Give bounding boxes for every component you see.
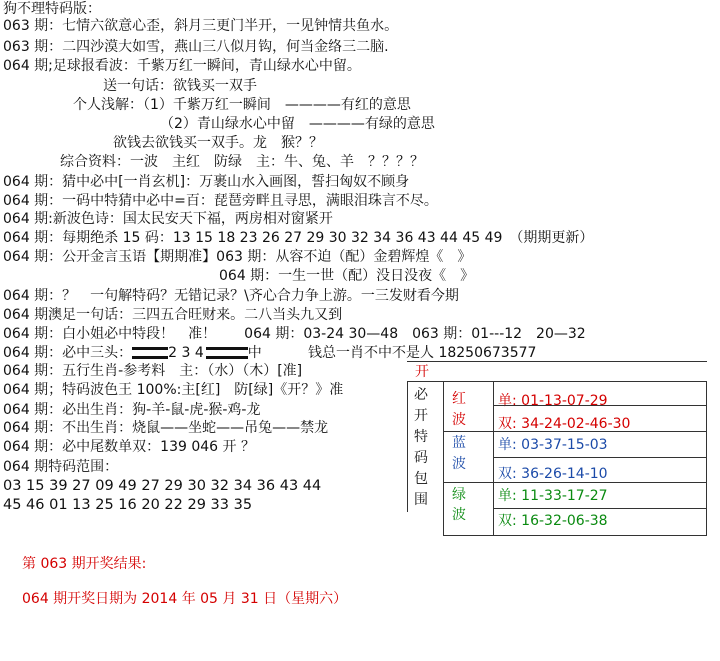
page-header: 狗不理特码版： [3, 1, 101, 17]
red-single-row [498, 392, 608, 410]
three-head-line [3, 344, 262, 362]
text-line: 064 期：猜中必中[一肖玄机]：万裹山水入画图，誓扫匈奴不顾身 [3, 174, 410, 190]
label-char: 红 [452, 391, 466, 407]
three-head-values: 2 3 4 [168, 345, 204, 361]
table-side-label [413, 385, 429, 511]
table-column-divider [443, 381, 444, 512]
text-line: 064 期;足球报看波：千紫万红一瞬间，青山绿水心中留。 [3, 58, 361, 74]
label-char: 波 [452, 507, 466, 523]
bar-glyph-right [206, 347, 248, 359]
table-bottom-border [443, 535, 707, 536]
range-row: 03 15 39 27 09 49 27 29 30 32 34 36 43 44 [3, 478, 322, 494]
table-right-border [706, 381, 707, 512]
table-open-label: 开 [415, 364, 429, 380]
label-char: 围 [414, 492, 428, 508]
blue-wave-label [451, 433, 467, 475]
double-values: 34-24-02-46-30 [521, 416, 631, 432]
text-line: 064 期：必出生肖：狗-羊-鼠-虎-猴-鸡-龙 [3, 402, 261, 418]
bar-glyph-left [132, 347, 168, 359]
table-column-divider [493, 512, 494, 536]
green-double-row [498, 512, 608, 530]
label-char: 蓝 [452, 435, 466, 451]
table-row-divider [493, 508, 707, 509]
text-line: 064 期：五行生肖-参考料 主：（水）（木）[准] [3, 363, 303, 379]
table-top-border [407, 361, 707, 362]
green-wave-label [451, 485, 467, 525]
double-values: 16-32-06-38 [521, 513, 608, 529]
poem-line: 送一句话：欲钱买一双手 [103, 78, 257, 94]
draw-result-title: 第 063 期开奖结果: [22, 556, 147, 572]
table-row-divider [443, 431, 707, 432]
single-label: 单: [498, 437, 517, 453]
text-line: 064 期：？ 一句解特码？无错记录？\齐心合力争上游。一三发财看今期 [3, 288, 459, 304]
text-line: 064 期：一生一世（配）没日没夜《 》 [219, 268, 475, 284]
double-values: 36-26-14-10 [521, 466, 608, 482]
label-char: 码 [414, 450, 428, 466]
single-values: 01-13-07-29 [521, 393, 608, 409]
label-char: 特 [414, 429, 428, 445]
double-label: 双: [498, 416, 517, 432]
range-title: 064 期特码范围： [3, 459, 119, 475]
single-label: 单: [498, 393, 517, 409]
poem-line: （2）青山绿水心中留 ————有绿的意思 [160, 116, 435, 132]
table-row-divider [493, 405, 707, 406]
table-right-border [706, 512, 707, 536]
blue-double-row [498, 465, 608, 483]
label-char: 波 [452, 456, 466, 472]
draw-date-line: 064 期开奖日期为 2014 年 05 月 31 日（星期六） [22, 591, 348, 607]
blue-single-row [498, 436, 608, 454]
kill-numbers-line: 064 期：每期绝杀 15 码：13 15 18 23 26 27 29 30 32 34 36 43 44 45 49 （期期更新） [3, 230, 594, 246]
text-line: 063 期：二四沙漠大如雪，燕山三八似月钩，何当金络三二脑. [3, 39, 389, 55]
single-values: 11-33-17-27 [521, 488, 608, 504]
table-row-divider [493, 457, 707, 458]
poem-line: 欲钱去欲钱买一双手。龙 猴？？ [113, 135, 323, 151]
single-values: 03-37-15-03 [521, 437, 608, 453]
text-line: 064 期：不出生肖：烧鼠——坐蛇——吊兔——禁龙 [3, 420, 329, 436]
table-row-divider [443, 482, 707, 483]
text-line: 064 期：公开金言玉语【期期准】063 期：从容不迫（配）金碧辉煌《 》 [3, 249, 472, 265]
green-single-row [498, 487, 608, 505]
label-char: 必 [414, 387, 428, 403]
double-label: 双: [498, 513, 517, 529]
text-line: 064 期；特码波色王 100%:主[红] 防[绿]《开？》准 [3, 382, 344, 398]
special-code-table [407, 361, 707, 529]
three-head-prefix: 064 期：必中三头： [3, 345, 133, 361]
label-char: 包 [414, 471, 428, 487]
double-label: 双: [498, 466, 517, 482]
label-char: 波 [452, 412, 466, 428]
table-column-divider [443, 512, 444, 536]
text-line: 064 期：白小姐必中特段！ 准！ 064 期：03-24 30—48 063 期：01---12 20—32 [3, 326, 586, 342]
text-line: 064 期：一码中特猜中必中=百：琵琶旁畔且寻思，满眼泪珠言不尽。 [3, 193, 438, 209]
text-line: 064 期：必中尾数单双：139 046 开 ？ [3, 439, 255, 455]
single-label: 单: [498, 488, 517, 504]
contact-line: 钱总一肖不中不是人 18250673577 [308, 345, 537, 361]
three-head-suffix: 中 [247, 345, 262, 361]
red-wave-label [451, 389, 467, 431]
table-left-border [407, 381, 408, 512]
label-char: 绿 [452, 487, 466, 503]
label-char: 开 [414, 408, 428, 424]
poem-line: 个人浅解：（1）千紫万红一瞬间 ————有红的意思 [73, 97, 411, 113]
text-line: 064 期澳足一句话：三四五合旺财来。二八当头九又到 [3, 307, 343, 323]
table-column-divider [493, 381, 494, 512]
table-row-divider [407, 381, 707, 382]
range-row: 45 46 01 13 25 16 20 22 29 33 35 [3, 497, 253, 513]
text-line: 064 期:新波色诗：国太民安天下福，两房相对窗紧开 [3, 211, 333, 227]
text-line: 063 期：七情六欲意心歪，斜月三更门半开，一见钟情共鱼水。 [3, 18, 399, 34]
summary-line: 综合资料：一波 主红 防绿 主：牛、兔、羊 ？？？？ [60, 154, 424, 170]
